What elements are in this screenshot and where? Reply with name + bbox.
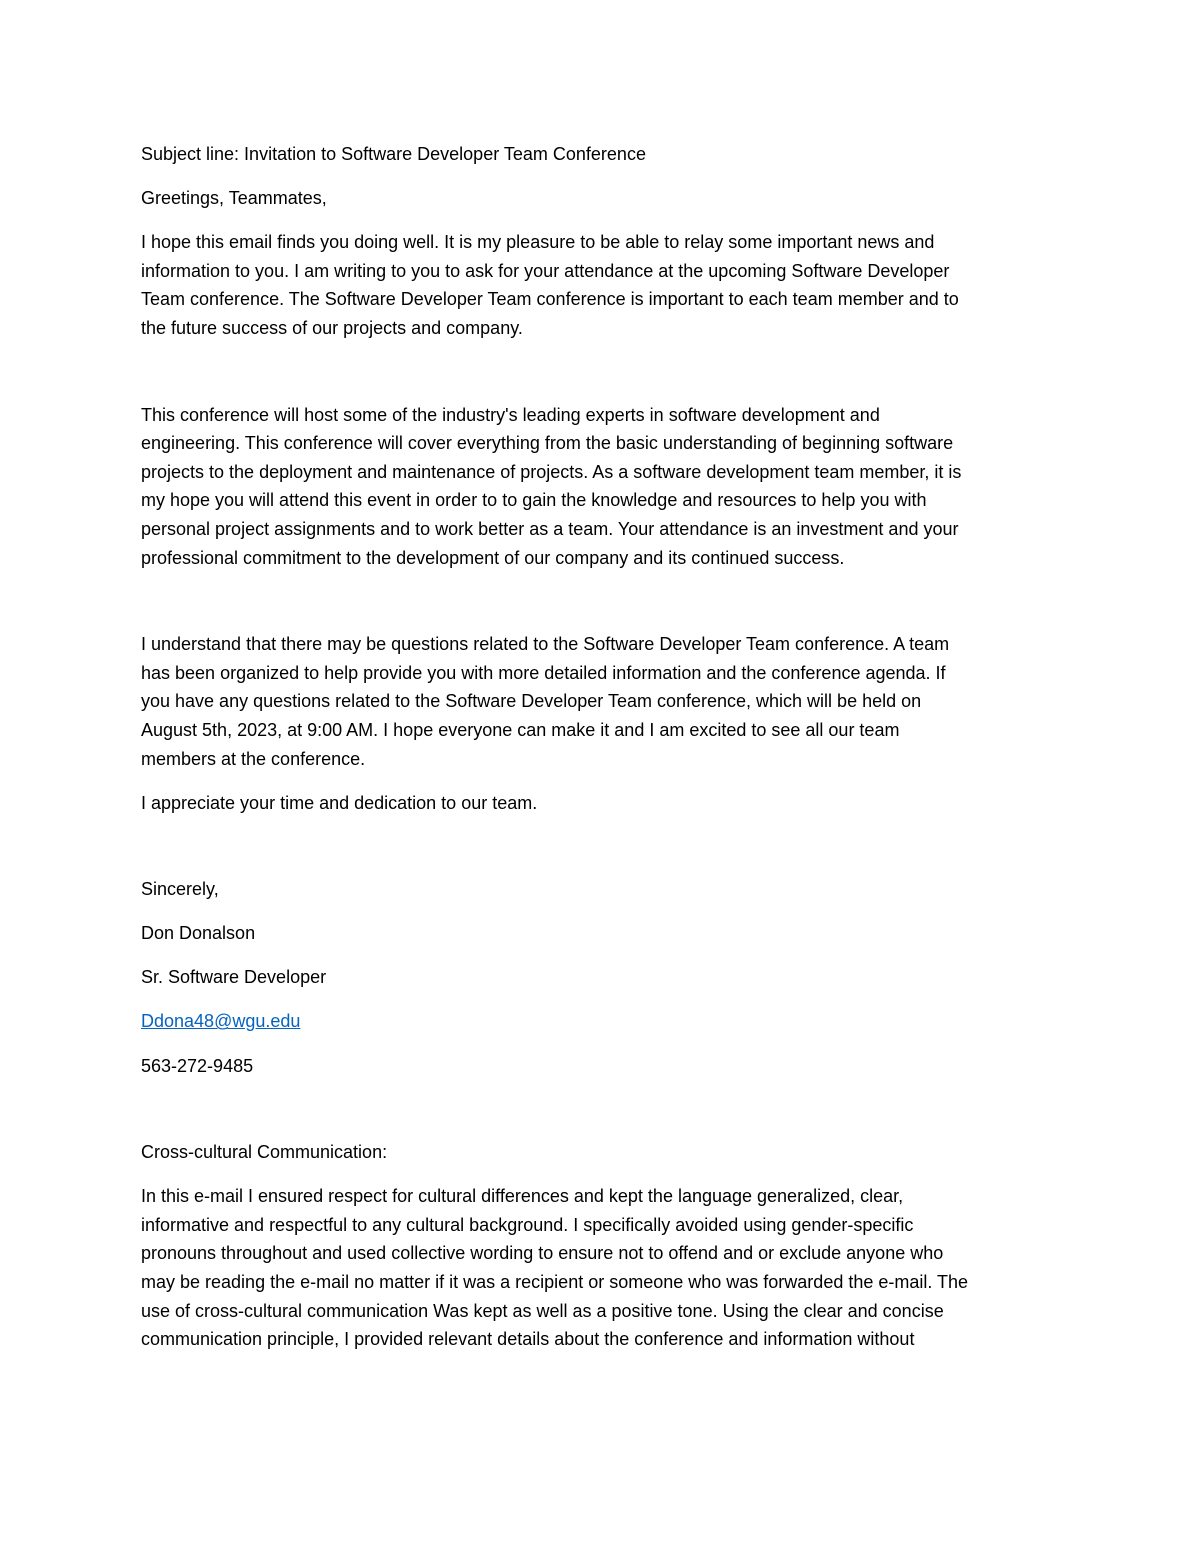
closing: Sincerely, <box>141 879 219 900</box>
subject-line: Subject line: Invitation to Software Developer Team Conference <box>141 144 646 164</box>
paragraph-intro <box>141 228 1061 342</box>
greeting: Greetings, Teammates, <box>141 188 327 209</box>
paragraph-line: I hope this email finds you doing well. It is my pleasure to be able to relay some important news and <box>141 232 935 253</box>
paragraph-line: pronouns throughout and used collective wording to ensure not to offend and or exclude anyone who <box>141 1243 944 1264</box>
email-link[interactable]: Ddona48@wgu.edu <box>141 1011 301 1032</box>
paragraph-line: This conference will host some of the industry's leading experts in software development and <box>141 404 880 425</box>
paragraph-line: members at the conference. <box>141 748 366 769</box>
paragraph-line: I understand that there may be questions related to the Software Developer Team conference. A team <box>141 634 950 655</box>
appreciation-line: I appreciate your time and dedication to our team. <box>141 792 538 813</box>
paragraph-line: you have any questions related to the Software Developer Team conference, which will be held on <box>141 691 922 712</box>
reflection-paragraph <box>141 1182 1061 1354</box>
paragraph-line: projects to the deployment and maintenance of projects. As a software development team member, it is <box>141 461 962 482</box>
paragraph-line: personal project assignments and to work better as a team. Your attendance is an investment and your <box>141 518 959 539</box>
paragraph-line: may be reading the e-mail no matter if it was a recipient or someone who was forwarded the e-mail. The <box>141 1272 969 1293</box>
signer-title: Sr. Software Developer <box>141 967 327 988</box>
paragraph-line: Team conference. The Software Developer Team conference is important to each team member and to <box>141 289 959 310</box>
paragraph-questions <box>141 630 1061 773</box>
email-line <box>141 1007 1061 1036</box>
paragraph-line: the future success of our projects and company. <box>141 317 523 338</box>
paragraph-line: use of cross-cultural communication Was kept as well as a positive tone. Using the clear and concise <box>141 1300 944 1321</box>
document-content <box>141 140 1061 1354</box>
paragraph-line: professional commitment to the development of our company and its continued success. <box>141 547 845 568</box>
signer-name: Don Donalson <box>141 923 256 944</box>
paragraph-conference-details <box>141 401 1061 573</box>
paragraph-line: my hope you will attend this event in order to to gain the knowledge and resources to help you with <box>141 490 927 511</box>
paragraph-line: engineering. This conference will cover everything from the basic understanding of beginning software <box>141 433 954 454</box>
paragraph-line: August 5th, 2023, at 9:00 AM. I hope everyone can make it and I am excited to see all our team <box>141 719 900 740</box>
paragraph-line: informative and respectful to any cultural background. I specifically avoided using gender-specific <box>141 1214 914 1235</box>
paragraph-line: information to you. I am writing to you to ask for your attendance at the upcoming Software Developer <box>141 260 950 281</box>
paragraph-line: has been organized to help provide you with more detailed information and the conference agenda. If <box>141 662 946 683</box>
reflection-heading: Cross-cultural Communication: <box>141 1142 388 1163</box>
paragraph-line: communication principle, I provided relevant details about the conference and information without <box>141 1329 915 1350</box>
paragraph-line: In this e-mail I ensured respect for cultural differences and kept the language generalized, clear, <box>141 1186 904 1207</box>
phone-number: 563-272-9485 <box>141 1055 254 1076</box>
